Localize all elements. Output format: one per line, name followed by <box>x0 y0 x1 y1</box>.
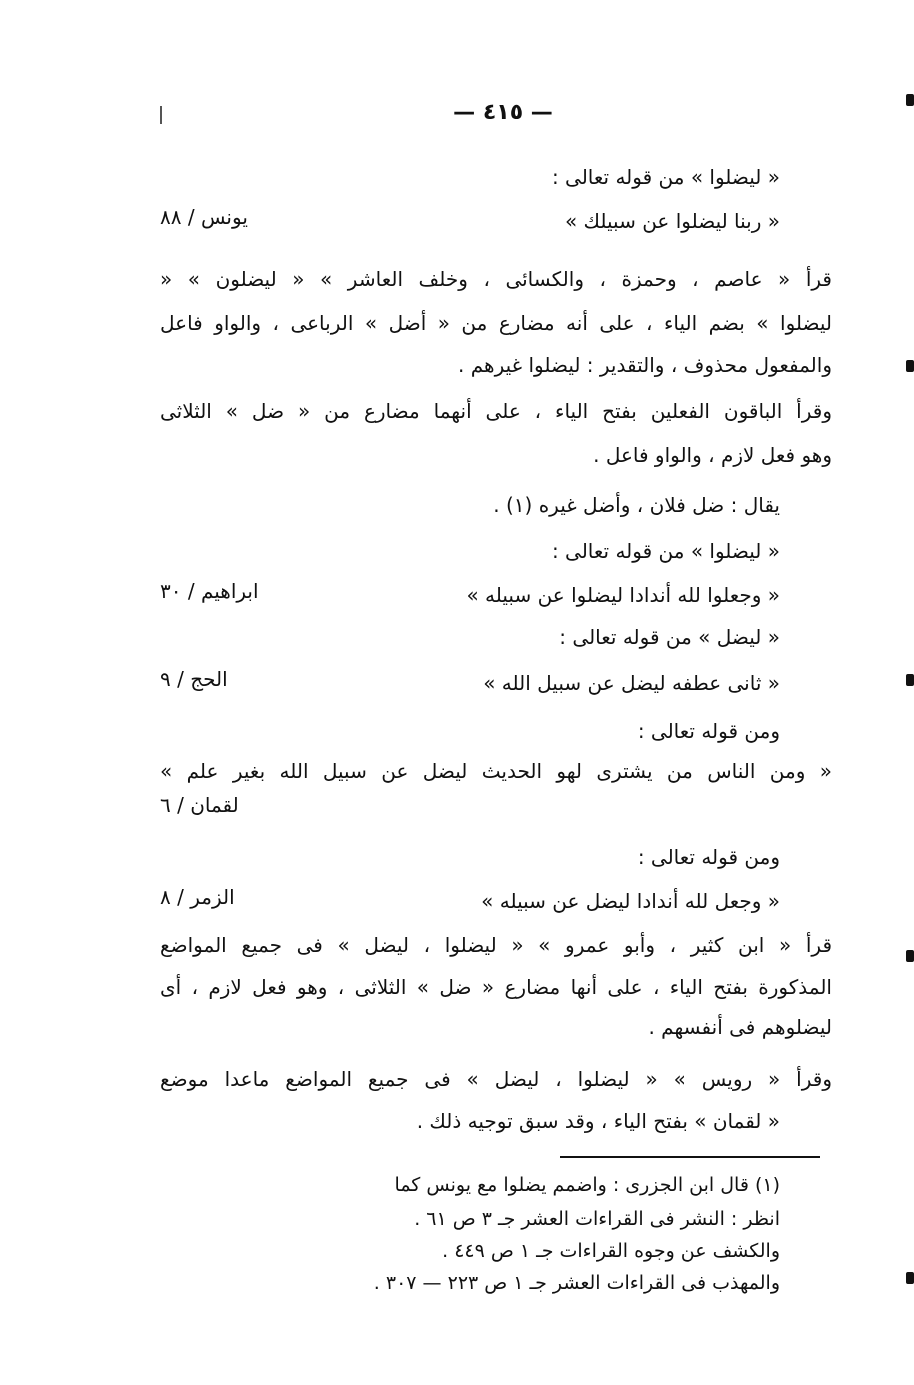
footnote-line: (١) قال ابن الجزرى : واضمم يضلوا مع يونس كما <box>394 1174 780 1196</box>
scan-edge-mark <box>906 360 914 372</box>
verse-line: « وجعلوا لله أندادا ليضلوا عن سبيله » <box>466 583 780 607</box>
verse-reference: لقمان / ٦ <box>160 793 239 817</box>
text-line: ومن قوله تعالى : <box>637 719 780 743</box>
text-line: والمفعول محذوف ، والتقدير : ليضلوا غيرهم . <box>458 353 832 377</box>
page-number: — ٤١٥ — <box>453 100 553 125</box>
text-line: وهو فعل لازم ، والواو فاعل . <box>593 443 832 467</box>
verse-reference: ابراهيم / ٣٠ <box>160 579 259 603</box>
verse-reference: الحج / ٩ <box>160 667 228 691</box>
scan-edge-mark <box>906 950 914 962</box>
text-line: وقرأ « رويس » « ليضلوا ، ليضل » فى جميع المواضع ماعدا موضع <box>160 1067 832 1091</box>
scan-edge-mark <box>906 1272 914 1284</box>
footnote-line: والكشف عن وجوه القراءات جـ ١ ص ٤٤٩ . <box>442 1240 780 1262</box>
text-line: « ليضلوا » من قوله تعالى : <box>551 165 780 189</box>
text-line: ليضلوهم فى أنفسهم . <box>648 1015 832 1039</box>
verse-reference: الزمر / ٨ <box>160 885 235 909</box>
scan-edge-mark <box>906 674 914 686</box>
verse-line: « ومن الناس من يشترى لهو الحديث ليضل عن سبيل الله بغير علم » <box>160 759 832 783</box>
verse-line: « ربنا ليضلوا عن سبيلك » <box>564 209 780 233</box>
text-line: « ليضلوا » من قوله تعالى : <box>551 539 780 563</box>
text-line: يقال : ضل فلان ، وأضل غيره (١) . <box>493 493 780 517</box>
text-line: ومن قوله تعالى : <box>637 845 780 869</box>
text-line: ليضلوا » بضم الياء ، على أنه مضارع من « أضل » الرباعى ، والواو فاعل <box>160 311 832 335</box>
text-line: المذكورة بفتح الياء ، على أنها مضارع « ضل » الثلاثى ، وهو فعل لازم ، أى <box>160 975 832 999</box>
text-line: « لقمان » بفتح الياء ، وقد سبق توجيه ذلك . <box>416 1109 780 1133</box>
footnote-separator <box>560 1156 820 1158</box>
text-line: « ليضل » من قوله تعالى : <box>559 625 780 649</box>
footnote-line: انظر : النشر فى القراءات العشر جـ ٣ ص ٦١ . <box>414 1208 780 1230</box>
verse-line: « ثانى عطفه ليضل عن سبيل الله » <box>483 671 780 695</box>
text-line: قرأ « عاصم ، وحمزة ، والكسائى ، وخلف العاشر » « ليضلون » « <box>160 267 832 291</box>
verse-line: « وجعل لله أندادا ليضل عن سبيله » <box>481 889 780 913</box>
margin-tick <box>160 106 162 124</box>
scan-edge-mark <box>906 94 914 106</box>
footnote-line: والمهذب فى القراءات العشر جـ ١ ص ٢٢٣ — ٣٠٧ . <box>373 1272 780 1294</box>
text-line: قرأ « ابن كثير ، وأبو عمرو » « ليضلوا ، ليضل » فى جميع المواضع <box>160 933 832 957</box>
verse-reference: يونس / ٨٨ <box>160 205 248 229</box>
text-line: وقرأ الباقون الفعلين بفتح الياء ، على أنهما مضارع من « ضل » الثلاثى <box>160 399 832 423</box>
